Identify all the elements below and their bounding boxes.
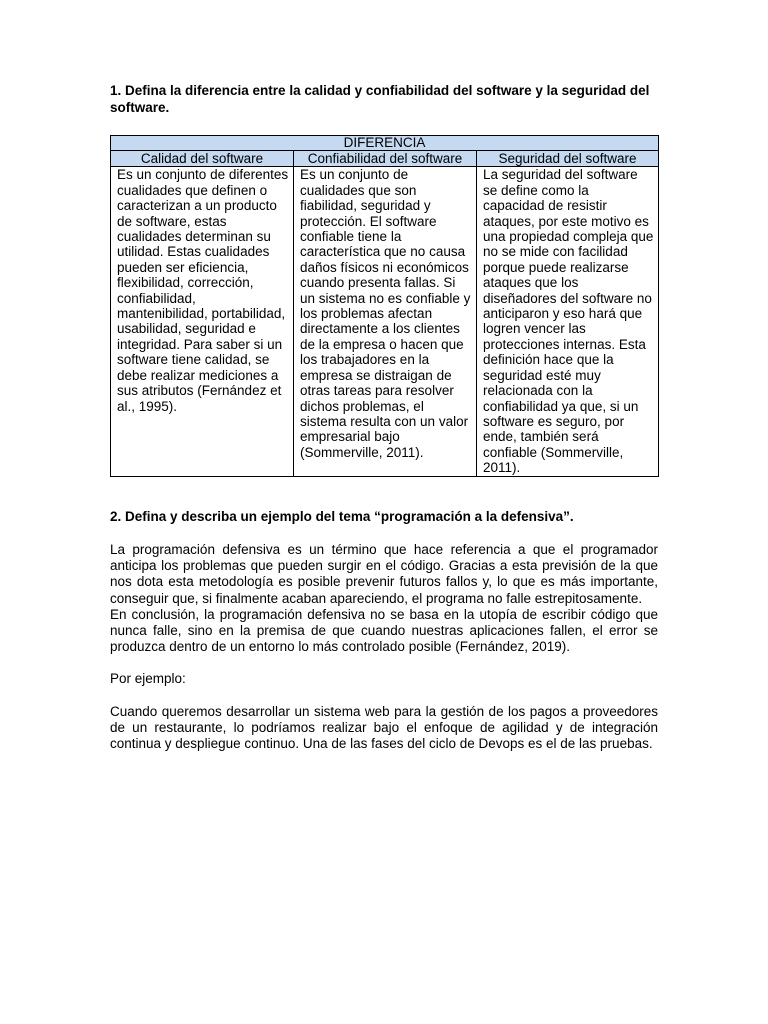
paragraph-definition: La programación defensiva es un término que hace referencia a que el programador anticipa los problemas que pueden surgir en el código. Gracias a esta previsión de la que nos dota esta metodología es posible prevenir futuros fallos y, lo que es más importante, conseguir que, si finalmente acaban apareciendo, el programa no falle estrepitosamente. bbox=[110, 542, 658, 606]
paragraph-conclusion: En conclusión, la programación defensiva no se basa en la utopía de escribir código que nunca falle, sino en la premisa de que cuando nuestras aplicaciones fallen, el error se produzca dentro de un entorno lo más controlado posible (Fernández, 2019). bbox=[110, 606, 658, 655]
cell-security-description: La seguridad del software se define como la capacidad de resistir ataques, por este motivo es una propiedad compleja que no se mide con facilidad porque puede realizarse ataques que los diseñadores del software no anticiparon y eso hará que logren vencer las protecciones internas. Esta definición hace que la seguridad esté muy relacionada con la confiabilidad ya que, si un software es seguro, por ende, también será confiable (Sommerville, 2011). bbox=[477, 167, 659, 476]
question-2-heading: 2. Defina y describa un ejemplo del tema “programación a la defensiva”. bbox=[110, 508, 574, 524]
paragraph-example: Cuando queremos desarrollar un sistema web para la gestión de los pagos a proveedores de un restaurante, lo podríamos realizar bajo el enfoque de agilidad y de integración continua y despliegue continuo. Una de las fases del ciclo de Devops es el de las pruebas. bbox=[110, 703, 658, 752]
question-1-heading: 1. Defina la diferencia entre la calidad y confiabilidad del software y la seguridad del software. bbox=[110, 83, 650, 115]
column-header-security: Seguridad del software bbox=[477, 151, 659, 167]
column-header-quality: Calidad del software bbox=[111, 151, 294, 167]
table-row bbox=[111, 167, 659, 476]
cell-quality-description: Es un conjunto de diferentes cualidades que definen o caracterizan a un producto de software, estas cualidades determinan su utilidad. Estas cualidades pueden ser eficiencia, flexibilidad, corrección, confiabilidad, mantenibilidad, portabilidad, usabilidad, seguridad e integridad. Para saber si un software tiene calidad, se debe realizar mediciones a sus atributos (Fernández et al., 1995). bbox=[111, 167, 294, 476]
difference-table bbox=[110, 135, 659, 477]
table-title: DIFERENCIA bbox=[111, 136, 659, 151]
document-page bbox=[110, 83, 658, 752]
column-header-reliability: Confiabilidad del software bbox=[294, 151, 477, 167]
cell-reliability-description: Es un conjunto de cualidades que son fiabilidad, seguridad y protección. El software confiable tiene la característica que no causa daños físicos ni económicos cuando presenta fallas. Si un sistema no es confiable y los problemas afectan directamente a los clientes de la empresa o hacen que los trabajadores en la empresa se distraigan de otras tareas para resolver dichos problemas, el sistema resulta con un valor empresarial bajo (Sommerville, 2011). bbox=[294, 167, 477, 476]
paragraph-example-intro: Por ejemplo: bbox=[110, 671, 186, 687]
